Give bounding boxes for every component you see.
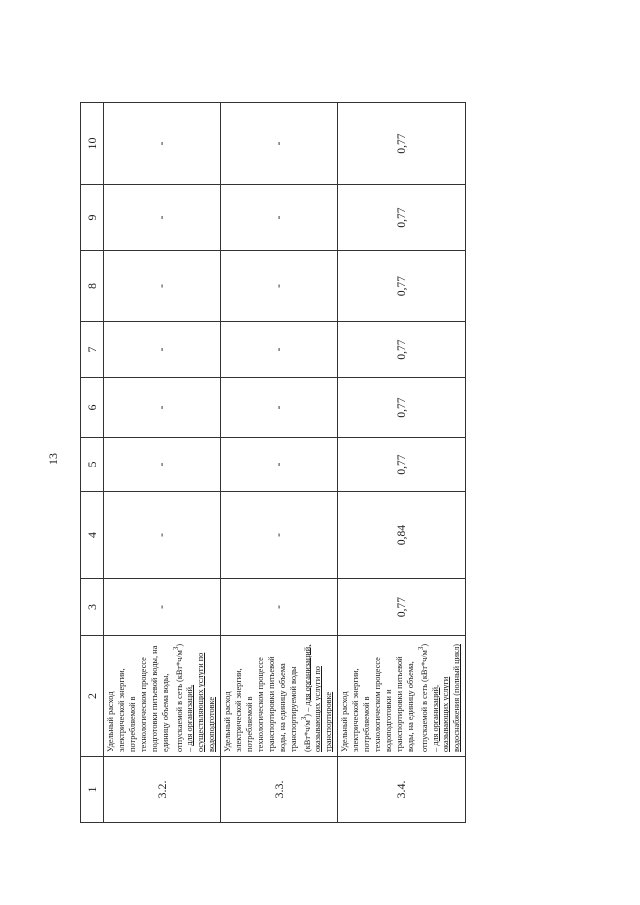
page-number: 13	[46, 453, 60, 465]
value-cell: -	[221, 378, 338, 438]
row-number: 3.4.	[338, 757, 466, 823]
value-cell: 0,77	[338, 579, 466, 636]
value-cell: -	[104, 322, 221, 378]
value-cell: -	[221, 438, 338, 492]
row-number: 3.3.	[221, 757, 338, 823]
column-header: 2	[81, 636, 104, 757]
column-header: 5	[81, 438, 104, 492]
value-cell: -	[104, 579, 221, 636]
table-row	[338, 103, 466, 823]
value-cell: -	[221, 322, 338, 378]
value-cell: -	[104, 251, 221, 322]
column-header: 8	[81, 251, 104, 322]
data-table	[80, 103, 462, 823]
value-cell: -	[104, 378, 221, 438]
value-cell: 0,77	[338, 378, 466, 438]
value-cell: -	[104, 438, 221, 492]
value-cell: -	[221, 251, 338, 322]
value-cell: -	[104, 185, 221, 251]
row-number: 3.2.	[104, 757, 221, 823]
table-row	[104, 103, 221, 823]
value-cell: 0,77	[338, 185, 466, 251]
column-header: 9	[81, 185, 104, 251]
column-header: 4	[81, 492, 104, 579]
value-cell: -	[221, 103, 338, 185]
row-description: Удельный расход электрической энергии, потребляемой в технологическом процессе транспортировки питьевой воды, на единицу объема транспортируемой воды $(кВт*ч/м^3)$ – для организаций, оказывающих услуги по транспортировке	[221, 636, 338, 757]
column-header: 3	[81, 579, 104, 636]
column-header: 10	[81, 103, 104, 185]
table-row	[221, 103, 338, 823]
row-description: Удельный расход электрической энергии, потребляемой в технологическом процессе водоподготовки и транспортировки питьевой воды, на единицу объема, отпускаемой в сеть $(кВт*ч/м^3)$ – для организаций, оказывающих услуги водоснабжения (полный цикл)	[338, 636, 466, 757]
table-header-row	[81, 103, 104, 823]
row-description: Удельный расход электрической энергии, потребляемой в технологическом процессе подготовки питьевой воды, на единицу объема воды, отпускаемой в сеть $(кВт*ч/м^3)$ – для организаций, осуществляющих услуги по водоподготовке	[104, 636, 221, 757]
column-header: 1	[81, 757, 104, 823]
value-cell: -	[104, 103, 221, 185]
value-cell: 0,77	[338, 322, 466, 378]
value-cell: 0,77	[338, 438, 466, 492]
value-cell: -	[221, 185, 338, 251]
value-cell: -	[221, 492, 338, 579]
value-cell: -	[104, 492, 221, 579]
value-cell: 0,84	[338, 492, 466, 579]
value-cell: -	[221, 579, 338, 636]
column-header: 6	[81, 378, 104, 438]
value-cell: 0,77	[338, 251, 466, 322]
column-header: 7	[81, 322, 104, 378]
value-cell: 0,77	[338, 103, 466, 185]
